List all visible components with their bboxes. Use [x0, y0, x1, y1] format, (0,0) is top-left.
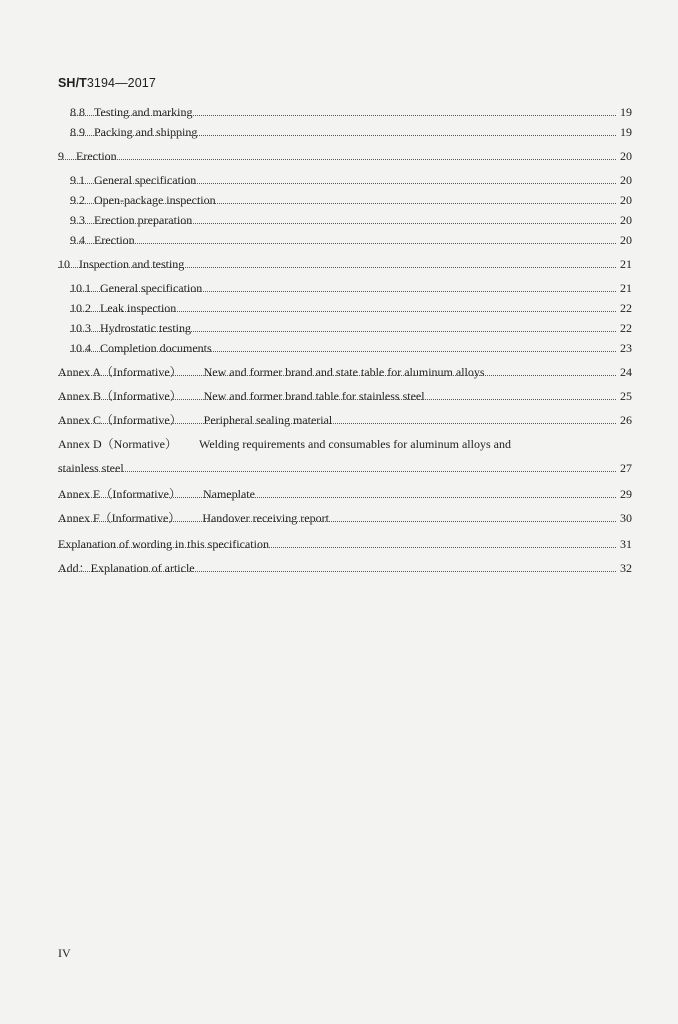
toc-entry[interactable] [0, 320, 678, 336]
toc-page: 22 [620, 301, 632, 315]
toc-number: 9.4 [70, 233, 85, 247]
toc-entry[interactable] [0, 232, 678, 248]
toc-entry[interactable] [0, 192, 678, 208]
toc-number: Annex D（Normative） [58, 437, 177, 451]
toc-title: Explanation of wording in this specification [58, 537, 269, 551]
toc-page: 21 [620, 281, 632, 295]
toc-page: 20 [620, 149, 632, 163]
toc-entry[interactable] [0, 536, 678, 552]
toc-title: Hydrostatic testing [100, 321, 191, 335]
toc-title: New and former brand and state table for aluminum alloys [203, 365, 485, 379]
toc-number: 9.2 [70, 193, 85, 207]
toc-page: 19 [620, 125, 632, 139]
toc-number: 10.1 [70, 281, 91, 295]
toc-number: 8.8 [70, 105, 85, 119]
toc-title: Completion documents [100, 341, 212, 355]
toc-page: 27 [620, 461, 632, 475]
toc-entry[interactable] [0, 436, 678, 452]
toc-page: 22 [620, 321, 632, 335]
toc-page: 24 [620, 365, 632, 379]
toc-title: Peripheral sealing material [203, 413, 333, 427]
toc-title: stainless steel [58, 461, 124, 475]
toc-page: 20 [620, 193, 632, 207]
toc-number: Add： [58, 561, 91, 575]
toc-title: Open-package inspection [94, 193, 216, 207]
toc-page: 25 [620, 389, 632, 403]
page-number: IV [58, 946, 71, 960]
toc-entry[interactable] [0, 212, 678, 228]
toc-number: 10 [58, 257, 70, 271]
toc-entry[interactable] [0, 172, 678, 188]
toc-entry[interactable] [0, 340, 678, 356]
toc-number: 9 [58, 149, 64, 163]
toc-title: Inspection and testing [79, 257, 185, 271]
toc-title: Welding requirements and consumables for aluminum alloys and [198, 437, 511, 451]
toc-title: General specification [100, 281, 203, 295]
toc-title: Explanation of article [90, 561, 195, 575]
toc-number: 10.4 [70, 341, 91, 355]
page-header [58, 76, 156, 90]
toc-page: 23 [620, 341, 632, 355]
toc-entry[interactable] [0, 510, 678, 526]
toc-page: 20 [620, 233, 632, 247]
toc-title: Packing and shipping [94, 125, 198, 139]
toc-entry[interactable] [0, 560, 678, 576]
toc-page: 21 [620, 257, 632, 271]
toc-entry[interactable] [0, 280, 678, 296]
toc-entry[interactable] [0, 256, 678, 272]
toc-number: Annex E（Informative） [58, 487, 181, 501]
toc-title: Leak inspection [100, 301, 177, 315]
toc-number: 10.2 [70, 301, 91, 315]
standard-number: 3194—2017 [86, 76, 156, 90]
toc-entry[interactable] [0, 104, 678, 120]
toc-entry[interactable] [0, 300, 678, 316]
toc-entry-continuation[interactable] [0, 460, 678, 476]
toc-number: 10.3 [70, 321, 91, 335]
toc-title: Erection preparation [94, 213, 193, 227]
toc-page: 29 [620, 487, 632, 501]
toc-entry[interactable] [0, 388, 678, 404]
toc-title: Erection [76, 149, 117, 163]
toc-entry[interactable] [0, 364, 678, 380]
toc-number: 8.9 [70, 125, 85, 139]
toc-page: 32 [620, 561, 632, 575]
toc-page: 30 [620, 511, 632, 525]
toc-number: 9.1 [70, 173, 85, 187]
toc-number: 9.3 [70, 213, 85, 227]
toc-page: 20 [620, 173, 632, 187]
toc-number: Annex B（Informative） [58, 389, 182, 403]
toc-page: 31 [620, 537, 632, 551]
toc-number: Annex A（Informative） [58, 365, 182, 379]
toc-number: Annex C（Informative） [58, 413, 182, 427]
toc-entry[interactable] [0, 124, 678, 140]
standard-code: SH/T [58, 76, 87, 90]
toc-entry[interactable] [0, 486, 678, 502]
toc-title: Erection [94, 233, 135, 247]
toc-title: New and former brand table for stainless steel [203, 389, 425, 403]
toc-entry[interactable] [0, 412, 678, 428]
toc-page: 20 [620, 213, 632, 227]
toc-number: Annex F（Informative） [58, 511, 181, 525]
toc-entry[interactable] [0, 148, 678, 164]
toc-page: 19 [620, 105, 632, 119]
toc-title: Handover receiving report [202, 511, 329, 525]
toc-title: Nameplate [202, 487, 255, 501]
toc-title: General specification [94, 173, 197, 187]
toc-title: Testing and marking [94, 105, 193, 119]
toc-page: 26 [620, 413, 632, 427]
